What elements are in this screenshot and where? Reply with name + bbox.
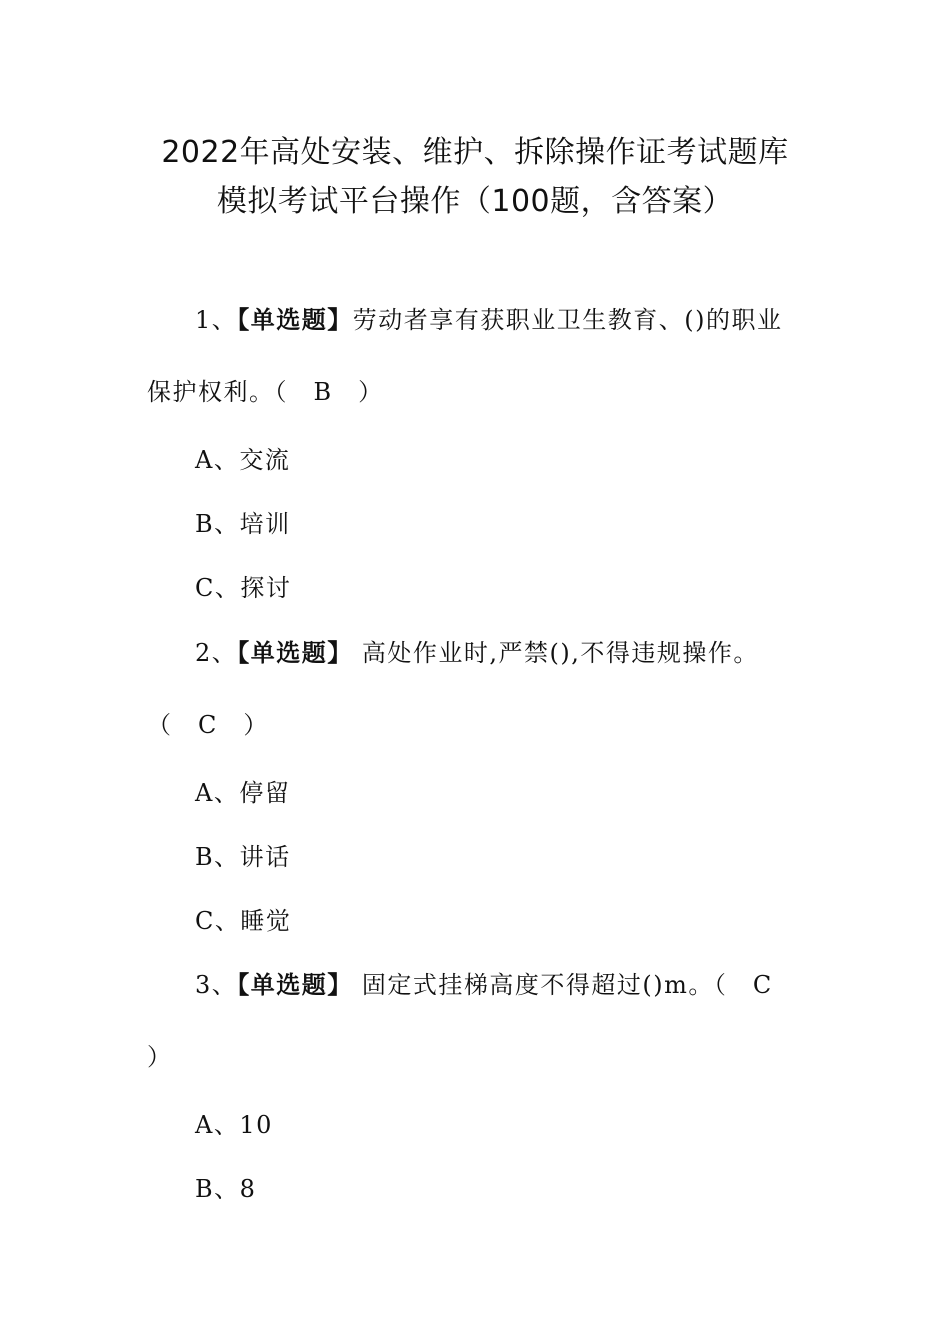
question-1-option-c: C、探讨 — [195, 574, 292, 602]
question-1-stem — [195, 304, 783, 336]
question-2-option-a: A、停留 — [195, 779, 291, 807]
question-2-option-c: C、睡觉 — [195, 907, 292, 935]
question-3-option-b: B、8 — [195, 1175, 257, 1203]
document-title-line-2: 模拟考试平台操作（100题，含答案） — [216, 184, 734, 219]
question-number: 1、 — [195, 306, 238, 334]
question-2-stem-continued: （ C ） — [147, 711, 269, 739]
question-type-tag: 【单选题】 — [237, 970, 353, 999]
question-1-option-b: B、培训 — [195, 510, 291, 538]
question-text: 劳动者享有获职业卫生教育、()的职业 — [352, 306, 783, 334]
question-text: 高处作业时,严禁(),不得违规操作。 — [352, 639, 759, 667]
question-1-stem-continued: 保护权利。（ B ） — [147, 378, 384, 406]
question-number: 3、 — [195, 971, 238, 999]
question-3-stem — [195, 969, 773, 1001]
question-2-option-b: B、讲话 — [195, 843, 291, 871]
question-2-stem — [195, 637, 759, 669]
question-type-tag: 【单选题】 — [237, 305, 353, 334]
question-number: 2、 — [195, 639, 238, 667]
question-text: 固定式挂梯高度不得超过()m。（ C — [352, 971, 773, 999]
question-3-option-a: A、10 — [195, 1111, 273, 1139]
document-title-line-1: 2022年高处安装、维护、拆除操作证考试题库 — [161, 135, 789, 170]
question-1-option-a: A、交流 — [195, 446, 291, 474]
question-type-tag: 【单选题】 — [237, 638, 353, 667]
question-3-stem-continued: ） — [147, 1043, 173, 1071]
